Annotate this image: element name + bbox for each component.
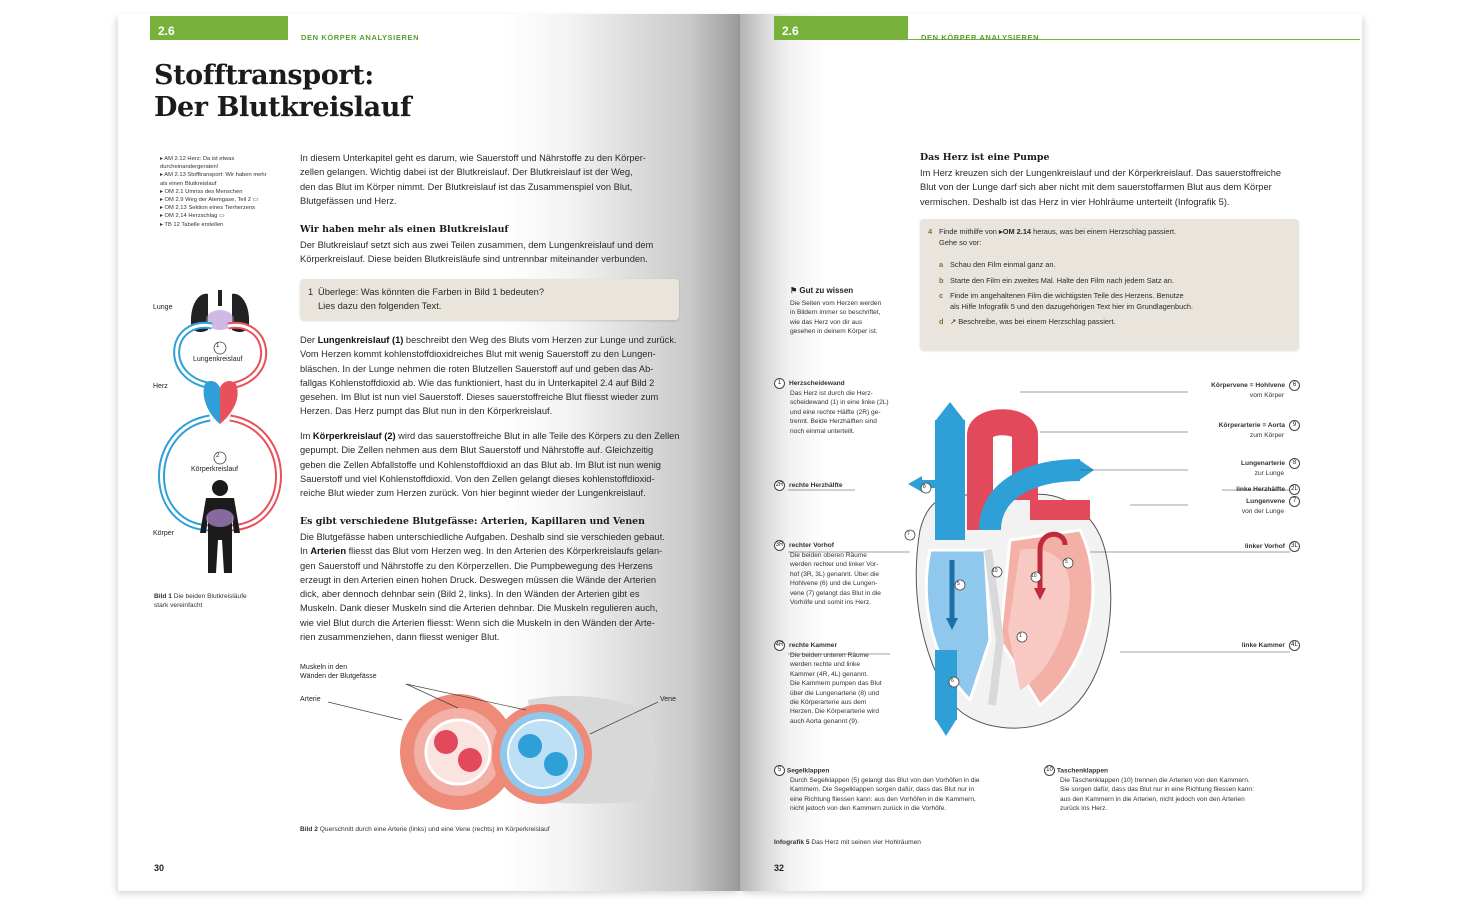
annotation-number: 3R bbox=[774, 540, 785, 551]
task-4-item-text: Schau den Film einmal ganz an. bbox=[950, 260, 1056, 269]
task-4-item bbox=[939, 276, 1289, 287]
annotation-header bbox=[774, 540, 914, 551]
task-4-box bbox=[920, 219, 1299, 350]
annotation-subtitle: zur Lunge bbox=[1254, 470, 1284, 477]
fig1-number-1: 1 bbox=[216, 343, 220, 349]
annotation-line: Herzen. Die Körperarterie wird bbox=[790, 708, 880, 716]
paragraph-1 bbox=[300, 238, 684, 267]
para3-first-rest: wird das sauerstoffreiche Blut in alle Teile des Körpers zu den Zellen bbox=[395, 431, 680, 441]
heading-herz-pumpe: Das Herz ist eine Pumpe bbox=[920, 152, 1050, 163]
text-line: den das Blut im Körper nimmt. Der Blutkreislauf ist das Zusammenspiel von Blut, bbox=[300, 181, 633, 192]
annotation-title: linke Kammer bbox=[1241, 642, 1285, 650]
task-4-item-letter: b bbox=[939, 275, 944, 285]
flag-icon: ⚑ bbox=[790, 286, 800, 295]
annotation-line: werden rechter und linker Vor- bbox=[790, 561, 879, 569]
reference-item: ▸ TB 12 Tabelle erstellen bbox=[160, 221, 224, 228]
term-arterien: Arterien bbox=[310, 546, 346, 557]
heart-marker-6: 6 bbox=[951, 678, 954, 684]
task-4-item-text: Starte den Film ein zweites Mal. Halte den Film nach jedem Satz an. bbox=[950, 275, 1174, 285]
text-line: geben die Zellen Abfallstoffe und Kohlenstoffdioxid an das Blut ab. Im Blut ist nun wenig bbox=[300, 459, 661, 470]
infografik-caption-label: Infografik 5 bbox=[774, 839, 810, 846]
para2-first-rest: beschreibt den Weg des Bluts vom Herzen zur Lunge und zurück. bbox=[403, 335, 677, 345]
annotation-title: linke Herzhälfte bbox=[1236, 486, 1285, 494]
reference-item: als einen Blutkreislauf bbox=[160, 180, 217, 187]
task-line: Überlege: Was könnten die Farben in Bild 1 bedeuten? bbox=[318, 287, 545, 297]
heart-annotation-right bbox=[1236, 484, 1300, 495]
annotation-line: vene (7) gelangt das Blut in die bbox=[790, 589, 881, 597]
note-5-text bbox=[790, 776, 1030, 814]
figure-1-caption bbox=[154, 592, 247, 611]
task-4-item bbox=[939, 260, 1289, 271]
task-1-box bbox=[300, 279, 679, 320]
annotation-number: 4L bbox=[1289, 640, 1300, 651]
section-tab-left bbox=[150, 16, 288, 40]
note-segelklappen bbox=[774, 765, 1030, 814]
heart-annotation-right bbox=[1245, 541, 1300, 552]
task-4-intro bbox=[939, 227, 1289, 248]
figure-blutkreislauf bbox=[150, 288, 290, 578]
title-line-2: Der Blutkreislauf bbox=[154, 92, 412, 123]
fig1-caption-label: Bild 1 bbox=[154, 593, 172, 600]
task-4-item-letter: c bbox=[939, 291, 944, 301]
note-line: eine Richtung fliessen kann: aus den Vorhöfen in die Kammern, bbox=[790, 795, 976, 803]
heart-marker-8: 8 bbox=[923, 484, 926, 490]
annotation-line: Die Kammern pumpen das Blut bbox=[790, 680, 882, 688]
annotation-line: trennt. Beide Herzhälften sind bbox=[790, 418, 877, 426]
label-muskeln-1: Muskeln in den bbox=[300, 664, 348, 671]
reference-item: ▸ AM 2.13 Stofftransport: Wir haben mehr bbox=[160, 172, 267, 179]
heart-annotation-right bbox=[1242, 496, 1300, 516]
heart-marker-10-right: 10 bbox=[992, 568, 998, 574]
section-number: 2.6 bbox=[158, 24, 175, 38]
task-1-text bbox=[318, 285, 668, 314]
annotation-header bbox=[774, 480, 914, 491]
task-4-intro-2: Gehe so vor: bbox=[939, 237, 982, 247]
heart-annotation-left bbox=[774, 640, 914, 726]
annotation-title: Körperarterie = Aorta bbox=[1218, 422, 1285, 430]
label-vene: Vene bbox=[660, 696, 676, 703]
annotation-title: linker Vorhof bbox=[1244, 543, 1285, 551]
annotation-header bbox=[1211, 380, 1300, 391]
intro-paragraph bbox=[300, 151, 684, 208]
task-4-items bbox=[939, 260, 1289, 333]
infografik-caption bbox=[774, 838, 921, 847]
label-lungenkreislauf: Lungenkreislauf bbox=[193, 356, 243, 363]
task-4-num: 4 bbox=[928, 227, 933, 236]
text-line: Blutgefässen und Herz. bbox=[300, 195, 397, 206]
annotation-number: 2L bbox=[1289, 484, 1300, 495]
note-line: Kammern. Die Segelklappen sorgen dafür, dass das Blut nur in bbox=[790, 786, 974, 794]
reference-item: ▸ OM 2.1 Umriss des Menschen bbox=[160, 188, 243, 195]
note-10-title: Taschenklappen bbox=[1056, 767, 1109, 775]
info-text bbox=[790, 299, 920, 337]
task-4-intro-a: Finde mithilfe von bbox=[939, 227, 999, 236]
text-line: zellen gelangen. Wichtig dabei ist der Blutkreislauf. Der Blutkreislauf ist der Weg, bbox=[300, 167, 633, 178]
note-taschenklappen bbox=[1044, 765, 1314, 814]
section-number-right: 2.6 bbox=[782, 24, 799, 38]
text-line: gepumpt. Die Zellen nehmen aus dem Blut Sauerstoff und Nährstoffe auf. Gleichzeitig bbox=[300, 445, 654, 456]
annotation-title: Körpervene = Hohlvene bbox=[1211, 382, 1285, 390]
annotation-title: Lungenarterie bbox=[1241, 460, 1285, 468]
term-lungenkreislauf: Lungenkreislauf (1) bbox=[317, 335, 404, 345]
text-line: gen Sauerstoff und Nährstoffe zu den Körperzellen. Die Pumpbewegung des Herzens bbox=[300, 560, 653, 571]
heart-annotation-left bbox=[774, 378, 914, 436]
annotation-number: 8 bbox=[1289, 458, 1300, 469]
note-line: nicht jedoch von den Kammern zurück in die Vorhöfe. bbox=[790, 805, 947, 813]
para4-first-rest: fliesst das Blut vom Herzen weg. In den Arterien des Körperkreislaufs gelan- bbox=[346, 546, 663, 557]
note-line: Die Taschenklappen (10) trennen die Arterien von den Kammern. bbox=[1060, 777, 1250, 784]
heading-blutkreislauf: Wir haben mehr als einen Blutkreislauf bbox=[300, 224, 509, 235]
annotation-header bbox=[774, 640, 914, 651]
annotation-title: rechte Kammer bbox=[789, 642, 838, 650]
text-line: gesehen. Im Blut ist nun viel Sauerstoff. Dieses sauerstoffreiche Blut fliesst wieder zum bbox=[300, 392, 659, 403]
reference-list bbox=[160, 155, 280, 229]
text-line: Der Blutkreislauf setzt sich aus zwei Teilen zusammen, dem Lungenkreislauf und dem bbox=[300, 240, 654, 250]
task-line: Lies dazu den folgenden Text. bbox=[318, 301, 442, 312]
info-title-text: Gut zu wissen bbox=[799, 286, 854, 295]
annotation-line: und eine rechte Hälfte (2R) ge- bbox=[790, 408, 881, 416]
chapter-title-right: DEN KÖRPER ANALYSIEREN bbox=[921, 33, 1040, 42]
fig1-caption-text-2: stark vereinfacht bbox=[154, 602, 203, 610]
para2-start: Der bbox=[300, 335, 318, 345]
task-4-item-letter: a bbox=[939, 260, 944, 269]
reference-item: durcheinandergeraten! bbox=[160, 164, 219, 171]
annotation-line: Kammer (4R, 4L) genannt. bbox=[790, 670, 869, 678]
annotation-header bbox=[1219, 420, 1300, 431]
vessel-cross-section bbox=[298, 660, 688, 820]
paragraph-arterien bbox=[300, 530, 684, 644]
note-5-title: Segelklappen bbox=[786, 767, 830, 775]
label-lunge: Lunge bbox=[153, 304, 173, 311]
paragraph-koerperkreislauf bbox=[300, 429, 684, 500]
reference-item: ▸ OM 2.14 Herzschlag ▭ bbox=[160, 213, 225, 220]
task-4-item-letter: d bbox=[939, 317, 944, 327]
info-line: wie das Herz von dir aus bbox=[790, 318, 863, 326]
annotation-line: Die beiden oberen Räume bbox=[790, 552, 867, 559]
label-koerperkreislauf: Körperkreislauf bbox=[191, 466, 239, 473]
annotation-line: Hohlvene (6) und die Lungen- bbox=[790, 580, 878, 588]
annotation-line: auch Aorta genannt (9). bbox=[790, 717, 859, 725]
heart-annotation-left bbox=[774, 540, 914, 607]
page-number-left: 30 bbox=[154, 863, 165, 873]
text-line: rien zusammenziehen, dann fliesst weniger Blut. bbox=[300, 632, 500, 643]
fig1-number-2: 2 bbox=[216, 453, 220, 459]
text-line: reiche Blut wieder zum Herzen zurück. Von hier beginnt wieder der Lungenkreislauf. bbox=[300, 488, 646, 499]
heart-marker-1: 1 bbox=[1019, 633, 1022, 639]
task-4-item bbox=[939, 302, 1289, 313]
note-10-text bbox=[1060, 776, 1314, 814]
label-muskeln-2: Wänden der Blutgefässe bbox=[300, 673, 377, 680]
info-title bbox=[790, 286, 920, 295]
text-line: In diesem Unterkapitel geht es darum, wie Sauerstoff und Nährstoffe zu den Körper- bbox=[300, 153, 646, 163]
note-line: zurück ins Herz. bbox=[1060, 805, 1108, 813]
annotation-number: 2R bbox=[774, 480, 785, 491]
annotation-subtitle: von der Lunge bbox=[1241, 508, 1284, 515]
paragraph-lungenkreislauf bbox=[300, 333, 684, 419]
task-4-item bbox=[939, 317, 1289, 328]
heart-annotation-right bbox=[1241, 458, 1300, 478]
annotation-header bbox=[1241, 458, 1300, 469]
intro-paragraph-right bbox=[920, 166, 1320, 209]
note-10-number: 10 bbox=[1044, 765, 1055, 776]
text-line: Im Herz kreuzen sich der Lungenkreislauf und der Körperkreislauf. Das sauerstoffreiche bbox=[920, 168, 1282, 178]
annotation-header bbox=[1242, 496, 1300, 507]
annotation-line: werden rechte und linke bbox=[790, 661, 861, 669]
annotation-number: 7 bbox=[1289, 496, 1300, 507]
text-line: Blut von der Lunge darf sich aber nicht mit dem sauerstoffarmen Blut aus dem Körper bbox=[920, 182, 1272, 193]
heart-marker-10-left: 10 bbox=[1031, 573, 1037, 579]
annotation-title: Herzscheidewand bbox=[789, 380, 845, 388]
annotation-header bbox=[1236, 484, 1300, 495]
note-line: aus den Kammern in die Arterien, nicht jedoch von den Arterien bbox=[1060, 795, 1245, 803]
annotation-header bbox=[1245, 541, 1300, 552]
text-line: bläschen. In der Lunge nehmen die roten Blutzellen Sauerstoff auf und geben das Ab- bbox=[300, 363, 654, 374]
text-line: Herzen. Das Herz pumpt das Blut nun in den Körperkreislauf. bbox=[300, 406, 553, 417]
para4-start: In bbox=[300, 546, 311, 557]
annotation-line: scheidewand (1) in eine linke (2L) bbox=[790, 399, 889, 407]
heart-marker-5-left: 5 bbox=[1065, 559, 1068, 565]
task-4-intro-b: heraus, was bei einem Herzschlag passiert. bbox=[1031, 227, 1177, 236]
heart-annotation-right bbox=[1219, 420, 1300, 440]
label-koerper: Körper bbox=[153, 530, 175, 537]
info-line: in Bildern immer so beschriftet, bbox=[790, 309, 881, 317]
chapter-title-left: DEN KÖRPER ANALYSIEREN bbox=[301, 33, 420, 42]
annotation-number: 6 bbox=[1289, 380, 1300, 391]
annotation-line: Vorhöfe und somit ins Herz. bbox=[790, 599, 871, 607]
info-box bbox=[790, 286, 920, 337]
heart-marker-5-right: 5 bbox=[957, 581, 960, 587]
annotation-title: rechter Vorhof bbox=[789, 542, 834, 550]
annotation-number: 1 bbox=[774, 378, 785, 389]
annotation-number: 3L bbox=[1289, 541, 1300, 552]
annotation-line: Die beiden unteren Räume bbox=[790, 652, 869, 659]
heart-annotation-left bbox=[774, 480, 914, 491]
annotation-subtitle: zum Körper bbox=[1249, 432, 1284, 439]
task-4-item-text: ↗ Beschreibe, was bei einem Herzschlag passiert. bbox=[950, 317, 1116, 327]
task-4-reference[interactable]: ▸OM 2.14 bbox=[998, 227, 1032, 236]
page-title bbox=[154, 60, 411, 124]
task-4-number bbox=[928, 227, 932, 238]
text-line: dick, aber dennoch dehnbar sein (Bild 2, links). In den Wänden der Arterien gibt es bbox=[300, 589, 640, 600]
note-line: Sie sorgen dafür, dass das Blut nur in eine Richtung fliessen kann: bbox=[1060, 786, 1254, 794]
reference-item: ▸ OM 2.9 Weg der Atemgase, Teil 2 ▭ bbox=[160, 197, 259, 204]
figure-blutgefaesse bbox=[298, 660, 688, 820]
label-herz: Herz bbox=[153, 383, 168, 390]
text-line: Muskeln. Dank dieser Muskeln sind die Arterien dehnbar. Die Muskeln regulieren auch, bbox=[300, 603, 658, 614]
annotation-line: über die Lungenarterie (8) und bbox=[790, 689, 880, 697]
para4-first: Die Blutgefässe haben unterschiedliche Aufgaben. Deshalb sind sie verschieden gebaut. bbox=[300, 532, 665, 542]
info-line: Die Seiten vom Herzen werden bbox=[790, 300, 882, 307]
annotation-subtitle: vom Körper bbox=[1249, 392, 1284, 399]
para3-start: Im bbox=[300, 431, 313, 441]
annotation-line: Das Herz ist durch die Herz- bbox=[790, 390, 873, 397]
text-line: Sauerstoff und viel Kohlenstoffdioxid. Von den Zellen gelangt dieses kohlenstoffdioxid- bbox=[300, 473, 655, 484]
title-line-1: Stofftransport: bbox=[154, 60, 374, 91]
annotation-line: noch einmal unterteilt. bbox=[790, 427, 855, 435]
fig2-caption-text: Querschnitt durch eine Arterie (links) und eine Vene (rechts) im Körperkreislauf bbox=[317, 826, 550, 833]
fig2-caption-label: Bild 2 bbox=[300, 826, 318, 833]
annotation-header bbox=[774, 378, 914, 389]
note-5-number: 5 bbox=[774, 765, 785, 776]
reference-item: ▸ AM 2.12 Herz: Da ist etwas bbox=[160, 156, 235, 162]
text-line: vermischen. Deshalb ist das Herz in vier Hohlräume unterteilt (Infografik 5). bbox=[920, 196, 1230, 207]
term-koerperkreislauf: Körperkreislauf (2) bbox=[312, 431, 396, 441]
annotation-line: hof (3R, 3L) genannt. Über die bbox=[790, 570, 880, 578]
heading-blutgefaesse: Es gibt verschiedene Blutgefässe: Arterien, Kapillaren und Venen bbox=[300, 516, 645, 527]
label-arterie: Arterie bbox=[300, 696, 321, 703]
section-tab-right bbox=[774, 16, 908, 40]
info-line: gesehen in deinem Körper ist. bbox=[790, 328, 878, 336]
heart-annotation-right bbox=[1242, 640, 1300, 651]
heart-annotation-right bbox=[1211, 380, 1300, 400]
annotation-title: rechte Herzhälfte bbox=[789, 482, 843, 490]
figure-2-caption bbox=[300, 825, 550, 834]
annotation-number: 9 bbox=[1289, 420, 1300, 431]
fig1-caption-text: Die beiden Blutkreisläufe bbox=[171, 593, 247, 600]
task-4-item-text: Finde im angehaltenen Film die wichtigsten Teile des Herzens. Benutze bbox=[950, 291, 1184, 301]
reference-item: ▸ OM 2.13 Sektion eines Tierherzens bbox=[160, 205, 256, 212]
text-line: wie viel Blut durch die Arterien fliesst: Wenn sich die Muskeln in den Wänden der Arte- bbox=[300, 617, 655, 628]
annotation-header bbox=[1242, 640, 1300, 651]
infografik-caption-text: Das Herz mit seinen vier Hohlräumen bbox=[809, 839, 921, 846]
task-1-number: 1 bbox=[308, 287, 314, 297]
text-line: Vom Herzen kommt kohlenstoffdioxidreiches Blut mit wenig Sauerstoff zu den Lungen- bbox=[300, 349, 656, 360]
text-line: Körperkreislauf. Diese beiden Blutkreisläufe sind untrennbar miteinander verbunden. bbox=[300, 254, 648, 265]
note-line: Durch Segelklappen (5) gelangt das Blut von den Vorhöfen in die bbox=[790, 777, 980, 784]
heart-marker-7: 7 bbox=[907, 531, 910, 537]
text-line: erzeugt in den Arterien einen hohen Druck. Deswegen müssen die Wände der Arterien bbox=[300, 574, 657, 585]
annotation-line: die Körperarterie aus dem bbox=[790, 699, 867, 707]
annotation-number: 4R bbox=[774, 640, 785, 651]
text-line: fallgas Kohlenstoffdioxid ab. Wie das funktioniert, hast du in Unterkapitel 2.4 auf Bild 2 bbox=[300, 377, 655, 388]
task-4-item bbox=[939, 291, 1289, 302]
page-number-right: 32 bbox=[774, 863, 785, 873]
task-4-item-text: als Hilfe Infografik 5 und den dazugehörigen Text hier im Grundlagenbuch. bbox=[950, 301, 1194, 311]
annotation-title: Lungenvene bbox=[1246, 498, 1285, 506]
